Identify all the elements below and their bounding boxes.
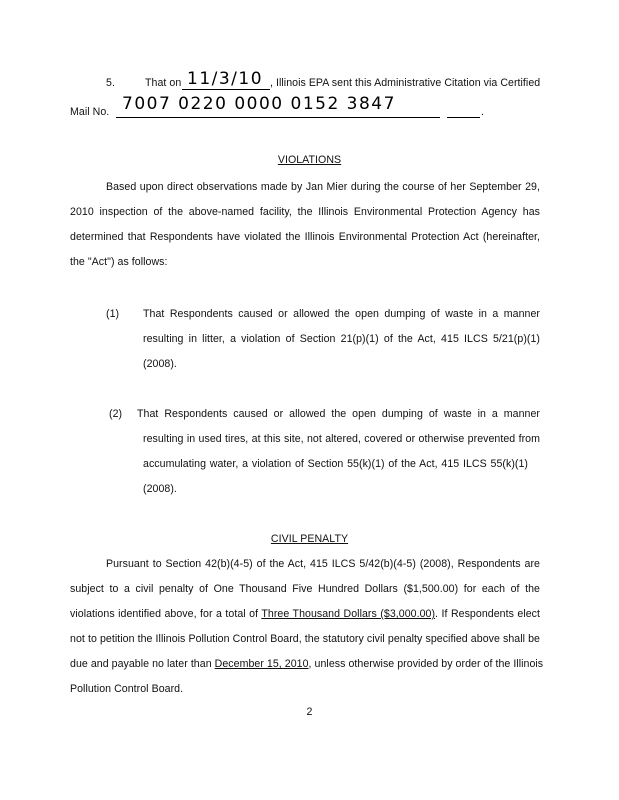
civil-penalty-line-4: not to petition the Illinois Pollution Control Board, the statutory civil penalty specified above shall be (70, 633, 540, 645)
item-5-prefix: That on (145, 77, 182, 89)
short-blank-line (447, 117, 480, 118)
civil-penalty-line-3 (70, 607, 540, 621)
item-5-number: 5. (106, 77, 115, 89)
civil-penalty-line-3-start: violations identified above, for a total of (70, 608, 262, 620)
civil-penalty-heading: CIVIL PENALTY (270, 533, 349, 545)
violations-heading: VIOLATIONS (277, 154, 342, 166)
civil-penalty-line-5 (70, 657, 544, 671)
violations-intro-line-4: the "Act") as follows: (70, 256, 168, 268)
page-number: 2 (306, 706, 313, 718)
violation-1-line-2: resulting in litter, a violation of Section 21(p)(1) of the Act, 415 ILCS 5/21(p)(1) (143, 333, 540, 345)
civil-penalty-line-1: Pursuant to Section 42(b)(4-5) of the Act, 415 ILCS 5/42(b)(4-5) (2008), Respondents are (106, 558, 540, 570)
violations-intro-line-3: determined that Respondents have violated the Illinois Environmental Protection Act (hereinafter, (70, 231, 540, 243)
payment-due-date: December 15, 2010 (214, 658, 309, 670)
date-blank-line (182, 89, 270, 90)
mail-end-period: . (481, 106, 484, 118)
civil-penalty-line-5-start: due and payable no later than (70, 658, 215, 670)
civil-penalty-line-6: Pollution Control Board. (70, 683, 184, 695)
violation-1-number: (1) (106, 308, 120, 320)
civil-penalty-line-5-end: , unless otherwise provided by order of the Illinois (308, 658, 544, 670)
mail-label: Mail No. (70, 106, 110, 118)
handwritten-mail-number: 7007 0220 0000 0152 3847 (122, 94, 396, 114)
violation-2-line-2: resulting in used tires, at this site, not altered, covered or otherwise prevented from (143, 433, 540, 445)
civil-penalty-line-2: subject to a civil penalty of One Thousand Five Hundred Dollars ($1,500.00) for each of the (70, 583, 540, 595)
item-5-suffix: , Illinois EPA sent this Administrative Citation via Certified (270, 77, 541, 89)
violation-2-line-4: (2008). (143, 483, 177, 495)
civil-penalty-line-3-end: . If Respondents elect (435, 608, 541, 620)
violation-2-line-1: That Respondents caused or allowed the open dumping of waste in a manner (137, 408, 540, 420)
handwritten-date: 11/3/10 (187, 69, 264, 89)
violation-1-line-1: That Respondents caused or allowed the open dumping of waste in a manner (143, 308, 540, 320)
mail-number-blank-line (116, 117, 440, 118)
violation-2-line-3: accumulating water, a violation of Section 55(k)(1) of the Act, 415 ILCS 55(k)(1) (143, 458, 528, 470)
total-penalty-amount: Three Thousand Dollars ($3,000.00) (261, 608, 436, 620)
violation-1-line-3: (2008). (143, 358, 177, 370)
violation-2-number: (2) (109, 408, 123, 420)
violations-intro-line-2: 2010 inspection of the above-named facility, the Illinois Environmental Protection Agency has (70, 206, 540, 218)
violations-intro-line-1: Based upon direct observations made by Jan Mier during the course of her September 29, (106, 181, 540, 193)
